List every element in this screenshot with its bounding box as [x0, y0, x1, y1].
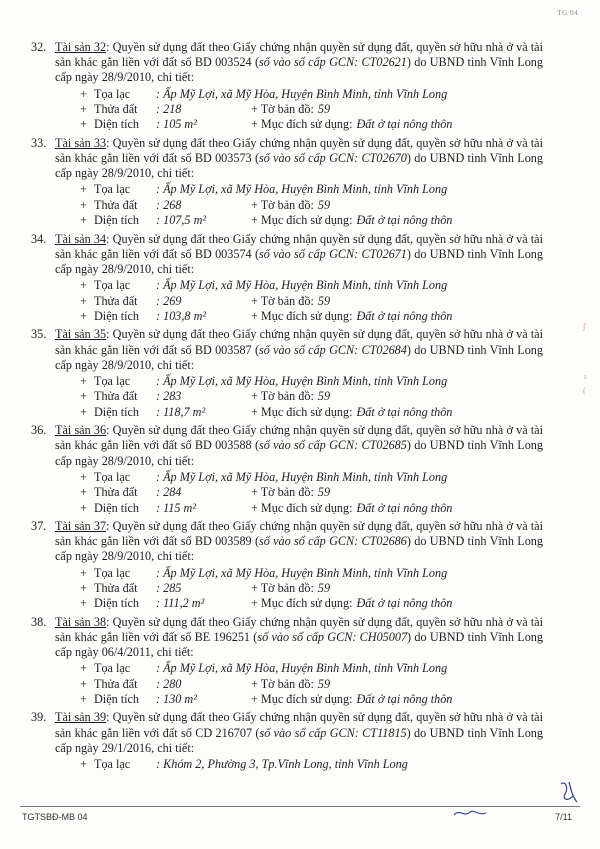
asset-name: Tài sản 37 — [55, 518, 107, 533]
bullet: + — [80, 757, 87, 772]
registry-reference: số vào sổ cấp GCN: CT02670 — [259, 150, 407, 165]
asset-description — [31, 423, 543, 469]
area-label: Diện tích — [94, 692, 140, 707]
asset-item — [31, 40, 543, 136]
asset-text: : Quyền sử dụng đất theo Giấy chứng nhận quyền sử dụng đất, quyền sở hữu nhà ở và tài sản khác gắn liền với đất số BD 003589 ( — [55, 518, 543, 549]
footer-signature — [452, 806, 488, 820]
asset-details — [55, 661, 543, 707]
purpose-value: Đất ở tại nông thôn — [356, 596, 453, 611]
area-value: : 103,8 m² — [156, 308, 207, 323]
parcel-value: : 283 — [156, 389, 182, 404]
location-row — [55, 566, 543, 581]
parcel-row — [55, 581, 543, 596]
asset-item — [31, 135, 543, 232]
location-value: : Ấp Mỹ Lợi, xã Mỹ Hòa, Huyện Bình Minh, tỉnh Vĩnh Long — [156, 86, 448, 101]
margin-mark: ı — [584, 372, 587, 381]
bullet: + — [80, 485, 87, 500]
map-sheet-value: 59 — [317, 676, 331, 691]
bullet: + — [80, 661, 87, 676]
asset-description — [31, 135, 543, 182]
bullet: + — [80, 117, 87, 132]
asset-name: Tài sản 35 — [55, 327, 107, 342]
asset-item — [31, 710, 543, 775]
asset-name: Tài sản 33 — [55, 135, 107, 150]
asset-list — [31, 40, 543, 775]
parcel-row — [55, 485, 543, 500]
location-label: Tọa lạc — [94, 757, 131, 772]
location-value: : Ấp Mỹ Lợi, xã Mỹ Hòa, Huyện Bình Minh, tỉnh Vĩnh Long — [156, 278, 448, 293]
registry-reference: số vào sổ cấp GCN: CT02684 — [259, 342, 407, 357]
purpose-label: + Mục đích sử dụng: — [251, 117, 353, 132]
parcel-label: Thửa đất — [94, 676, 138, 691]
location-label: Tọa lạc — [94, 661, 131, 676]
asset-text: : Quyền sử dụng đất theo Giấy chứng nhận quyền sử dụng đất, quyền sở hữu nhà ở và tài sản khác gắn liền với đất số BD 003588 ( — [55, 423, 543, 453]
page-number: 7/11 — [555, 812, 572, 822]
area-label: Diện tích — [94, 500, 140, 515]
asset-description — [31, 40, 543, 86]
purpose-label: + Mục đích sử dụng: — [251, 213, 353, 228]
asset-name: Tài sản 32 — [55, 40, 107, 54]
purpose-value: Đất ở tại nông thôn — [356, 500, 453, 515]
bullet: + — [80, 373, 87, 388]
asset-number: 32. — [31, 40, 47, 54]
bullet: + — [80, 308, 87, 323]
purpose-value: Đất ở tại nông thôn — [356, 308, 453, 323]
parcel-row — [55, 677, 543, 692]
purpose-value: Đất ở tại nông thôn — [356, 117, 453, 132]
bullet: + — [80, 293, 87, 308]
location-label: Tọa lạc — [94, 469, 131, 484]
bullet: + — [80, 102, 87, 116]
asset-text-end: ) do UBND tỉnh Vĩnh Long cấp ngày 06/4/2011, chi tiết: — [55, 629, 543, 660]
area-value: : 105 m² — [156, 117, 197, 132]
purpose-value: Đất ở tại nông thôn — [356, 692, 453, 707]
parcel-value: : 280 — [156, 676, 182, 691]
area-value: : 118,7 m² — [156, 404, 206, 419]
registry-reference: số vào sổ cấp GCN: CT02671 — [259, 246, 407, 261]
bullet: + — [80, 596, 87, 611]
area-label: Diện tích — [94, 404, 140, 419]
area-label: Diện tích — [94, 213, 140, 228]
registry-reference: số vào sổ cấp GCN: CT02686 — [259, 534, 407, 549]
area-row — [55, 309, 543, 324]
parcel-value: : 285 — [156, 580, 182, 595]
purpose-label: + Mục đích sử dụng: — [251, 404, 353, 419]
bullet: + — [80, 580, 87, 595]
bullet: + — [80, 565, 87, 580]
corner-tag: TG 04 — [557, 9, 578, 17]
asset-name: Tài sản 34 — [55, 231, 107, 246]
asset-text-end: ) do UBND tỉnh Vĩnh Long cấp ngày 28/9/2010, chi tiết: — [55, 55, 543, 85]
parcel-label: Thửa đất — [94, 485, 138, 500]
map-sheet-value: 59 — [317, 293, 331, 308]
bullet: + — [80, 676, 87, 691]
asset-text: : Quyền sử dụng đất theo Giấy chứng nhận quyền sử dụng đất, quyền sở hữu nhà ở và tài sản khác gắn liền với đất số BE 196251 ( — [55, 614, 543, 644]
registry-reference: số vào sổ cấp GCN: CT11815 — [259, 725, 407, 740]
bullet: + — [80, 278, 87, 293]
footer-divider — [20, 806, 580, 807]
asset-details — [55, 566, 543, 612]
asset-text-end: ) do UBND tỉnh Vĩnh Long cấp ngày 28/9/2010, chi tiết: — [55, 342, 543, 372]
location-label: Tọa lạc — [94, 565, 131, 580]
area-row — [55, 692, 543, 707]
asset-text-end: ) do UBND tỉnh Vĩnh Long cấp ngày 28/9/2010, chi tiết: — [55, 150, 543, 181]
location-value: : Ấp Mỹ Lợi, xã Mỹ Hòa, Huyện Bình Minh, tỉnh Vĩnh Long — [156, 469, 448, 484]
area-label: Diện tích — [94, 117, 140, 132]
location-row — [55, 470, 543, 485]
asset-number: 34. — [31, 231, 47, 246]
location-label: Tọa lạc — [94, 182, 131, 197]
asset-description — [31, 710, 543, 756]
location-value: : Ấp Mỹ Lợi, xã Mỹ Hòa, Huyện Bình Minh, tỉnh Vĩnh Long — [156, 661, 448, 676]
asset-text-end: ) do UBND tỉnh Vĩnh Long cấp ngày 28/9/2010, chi tiết: — [55, 534, 543, 564]
bullet: + — [80, 182, 87, 197]
location-value: : Ấp Mỹ Lợi, xã Mỹ Hòa, Huyện Bình Minh, tỉnh Vĩnh Long — [156, 182, 448, 197]
map-sheet-value: 59 — [317, 389, 331, 404]
parcel-label: Thửa đất — [94, 293, 138, 308]
purpose-value: Đất ở tại nông thôn — [356, 213, 453, 228]
map-sheet-label: + Tờ bản đồ: — [251, 293, 314, 308]
asset-item — [31, 614, 543, 711]
bullet: + — [80, 500, 87, 515]
area-row — [55, 596, 543, 611]
asset-number: 36. — [31, 423, 47, 438]
asset-text: : Quyền sử dụng đất theo Giấy chứng nhận quyền sử dụng đất, quyền sở hữu nhà ở và tài sản khác gắn liền với đất số BD 003524 ( — [55, 40, 543, 70]
location-value: : Ấp Mỹ Lợi, xã Mỹ Hòa, Huyện Bình Minh, tỉnh Vĩnh Long — [156, 565, 448, 580]
map-sheet-value: 59 — [317, 197, 331, 212]
asset-description — [31, 518, 543, 565]
map-sheet-label: + Tờ bản đồ: — [251, 389, 314, 404]
map-sheet-value: 59 — [317, 580, 331, 595]
map-sheet-value: 59 — [317, 485, 331, 500]
location-row — [55, 182, 543, 197]
parcel-value: : 268 — [156, 197, 182, 212]
map-sheet-label: + Tờ bản đồ: — [251, 102, 314, 116]
asset-details — [55, 278, 543, 324]
area-value: : 111,2 m² — [156, 596, 205, 611]
asset-details — [55, 757, 543, 772]
area-value: : 130 m² — [156, 692, 197, 707]
bullet: + — [80, 389, 87, 404]
margin-mark: ( — [583, 386, 586, 395]
purpose-label: + Mục đích sử dụng: — [251, 596, 353, 611]
asset-item — [31, 231, 543, 328]
parcel-value: : 218 — [156, 102, 182, 116]
area-row — [55, 405, 543, 420]
location-row — [55, 87, 543, 102]
asset-number: 37. — [31, 518, 47, 533]
map-sheet-label: + Tờ bản đồ: — [251, 580, 314, 595]
parcel-row — [55, 294, 543, 309]
purpose-value: Đất ở tại nông thôn — [356, 404, 453, 419]
asset-item — [31, 423, 543, 519]
asset-details — [55, 374, 543, 420]
asset-name: Tài sản 38 — [55, 614, 107, 629]
asset-item — [31, 327, 543, 423]
asset-text-end: ) do UBND tỉnh Vĩnh Long cấp ngày 28/9/2010, chi tiết: — [55, 246, 543, 276]
document-code: TGTSBĐ-MB 04 — [22, 812, 88, 822]
location-value: : Ấp Mỹ Lợi, xã Mỹ Hòa, Huyện Bình Minh, tỉnh Vĩnh Long — [156, 373, 448, 388]
asset-text: : Quyền sử dụng đất theo Giấy chứng nhận quyền sử dụng đất, quyền sở hữu nhà ở và tài sản khác gắn liền với đất số CD 216707 ( — [55, 710, 543, 740]
asset-text-end: ) do UBND tỉnh Vĩnh Long cấp ngày 28/9/2010, chi tiết: — [55, 438, 543, 468]
area-label: Diện tích — [94, 596, 140, 611]
location-label: Tọa lạc — [94, 278, 131, 293]
location-row — [55, 374, 543, 389]
registry-reference: số vào sổ cấp GCN: CH05007 — [257, 629, 408, 644]
registry-reference: số vào sổ cấp GCN: CT02685 — [259, 438, 407, 453]
parcel-label: Thửa đất — [94, 102, 138, 116]
location-row — [55, 278, 543, 293]
asset-name: Tài sản 36 — [55, 423, 107, 438]
location-label: Tọa lạc — [94, 86, 131, 101]
asset-number: 39. — [31, 710, 47, 725]
asset-item — [31, 518, 543, 615]
area-label: Diện tích — [94, 308, 140, 323]
parcel-label: Thửa đất — [94, 197, 138, 212]
bullet: + — [80, 404, 87, 419]
parcel-label: Thửa đất — [94, 389, 138, 404]
parcel-row — [55, 198, 543, 213]
area-row — [55, 501, 543, 516]
initials-signature — [555, 778, 583, 806]
asset-description — [31, 231, 543, 278]
asset-details — [55, 87, 543, 133]
location-row — [55, 661, 543, 676]
bullet: + — [80, 469, 87, 484]
asset-number: 33. — [31, 135, 47, 150]
location-label: Tọa lạc — [94, 373, 131, 388]
asset-text: : Quyền sử dụng đất theo Giấy chứng nhận quyền sử dụng đất, quyền sở hữu nhà ở và tài sản khác gắn liền với đất số BD 003574 ( — [55, 231, 543, 261]
map-sheet-label: + Tờ bản đồ: — [251, 485, 314, 500]
area-value: : 115 m² — [156, 500, 196, 515]
location-value: : Khóm 2, Phường 3, Tp.Vĩnh Long, tỉnh Vĩnh Long — [156, 757, 408, 772]
asset-text-end: ) do UBND tỉnh Vĩnh Long cấp ngày 29/1/2016, chi tiết: — [55, 725, 543, 755]
purpose-label: + Mục đích sử dụng: — [251, 692, 353, 707]
parcel-row — [55, 102, 543, 117]
registry-reference: số vào sổ cấp GCN: CT02621 — [259, 55, 407, 70]
bullet: + — [80, 197, 87, 212]
asset-description — [31, 614, 543, 661]
parcel-row — [55, 389, 543, 404]
asset-name: Tài sản 39 — [55, 710, 107, 725]
asset-text: : Quyền sử dụng đất theo Giấy chứng nhận quyền sử dụng đất, quyền sở hữu nhà ở và tài sản khác gắn liền với đất số BD 003587 ( — [55, 327, 543, 357]
map-sheet-value: 59 — [317, 102, 331, 116]
purpose-label: + Mục đích sử dụng: — [251, 500, 353, 515]
asset-description — [31, 327, 543, 373]
asset-number: 38. — [31, 614, 47, 629]
purpose-label: + Mục đích sử dụng: — [251, 308, 353, 323]
asset-text: : Quyền sử dụng đất theo Giấy chứng nhận quyền sử dụng đất, quyền sở hữu nhà ở và tài sản khác gắn liền với đất số BD 003573 ( — [55, 135, 543, 165]
parcel-label: Thửa đất — [94, 580, 138, 595]
parcel-value: : 269 — [156, 293, 182, 308]
asset-number: 35. — [31, 327, 47, 342]
area-row — [55, 117, 543, 132]
area-value: : 107,5 m² — [156, 213, 207, 228]
margin-mark: ∫ — [583, 322, 586, 331]
area-row — [55, 213, 543, 228]
bullet: + — [80, 86, 87, 101]
bullet: + — [80, 213, 87, 228]
asset-details — [55, 182, 543, 228]
location-row — [55, 757, 543, 772]
parcel-value: : 284 — [156, 485, 182, 500]
asset-details — [55, 470, 543, 516]
map-sheet-label: + Tờ bản đồ: — [251, 676, 314, 691]
bullet: + — [80, 692, 87, 707]
map-sheet-label: + Tờ bản đồ: — [251, 197, 314, 212]
